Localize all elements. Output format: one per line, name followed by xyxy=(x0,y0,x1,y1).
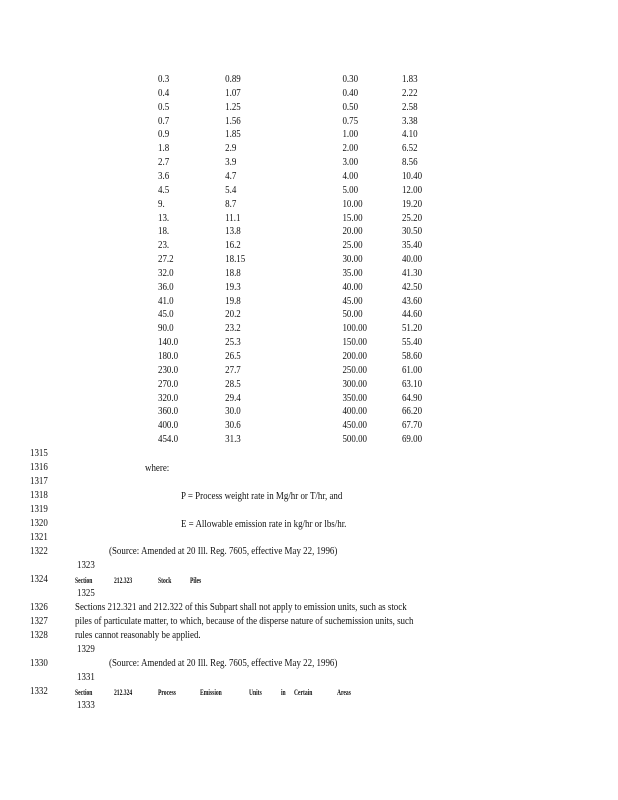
table-cell: 13.8 xyxy=(225,226,241,238)
table-cell: 180.0 xyxy=(158,351,179,362)
line-number: 1316 xyxy=(30,462,48,473)
table-cell: 90.0 xyxy=(158,323,174,335)
table-cell: 44.60 xyxy=(401,309,423,321)
table-cell: 400.00 xyxy=(342,406,367,418)
table-row xyxy=(158,73,464,87)
line-number: 1328 xyxy=(30,630,48,641)
body-line: piles of particulate matter, to which, because of the disperse nature of suchemission units, such xyxy=(75,616,414,627)
table-cell: 8.56 xyxy=(401,157,418,169)
section-title-word: Process xyxy=(158,688,176,697)
table-cell: 35.40 xyxy=(401,240,423,252)
table-cell: 3.00 xyxy=(342,157,359,169)
table-cell: 0.4 xyxy=(158,87,170,99)
line-number: 1315 xyxy=(30,448,48,459)
table-cell: 19.3 xyxy=(225,281,241,293)
table-cell: 8.7 xyxy=(225,198,237,210)
table-row xyxy=(158,419,464,433)
table-cell: 18. xyxy=(158,226,170,238)
table-cell: 19.8 xyxy=(225,295,241,307)
table-cell: 29.4 xyxy=(225,392,241,404)
table-row xyxy=(158,295,464,309)
table-cell: 0.89 xyxy=(225,74,241,85)
table-row xyxy=(158,212,464,226)
section-number: 212.324 xyxy=(114,688,133,697)
line-number: 1325 xyxy=(77,588,95,599)
table-cell: 12.00 xyxy=(401,184,423,196)
table-cell: 25.00 xyxy=(342,240,363,252)
source-note: (Source: Amended at 20 Ill. Reg. 7605, effective May 22, 1996) xyxy=(109,658,338,669)
table-cell: 1.8 xyxy=(158,143,170,155)
table-cell: 18.15 xyxy=(225,254,246,266)
line-number: 1322 xyxy=(30,546,48,557)
table-cell: 3.38 xyxy=(401,115,418,127)
section-title-word: Certain xyxy=(294,688,313,697)
table-row xyxy=(158,170,464,184)
table-cell: 41.0 xyxy=(158,295,174,307)
table-cell: 25.20 xyxy=(401,212,423,224)
table-cell: 10.00 xyxy=(342,198,363,210)
table-cell: 320.0 xyxy=(158,392,179,404)
table-cell: 28.5 xyxy=(225,378,241,390)
table-cell: 0.7 xyxy=(158,115,170,127)
table-cell: 69.00 xyxy=(401,434,423,446)
line-number: 1317 xyxy=(30,476,48,487)
line-number: 1319 xyxy=(30,504,48,515)
table-cell: 4.10 xyxy=(401,129,418,141)
table-row xyxy=(158,336,464,350)
e-definition: E = Allowable emission rate in kg/hr or lbs/hr. xyxy=(181,519,347,530)
table-cell: 41.30 xyxy=(401,267,423,279)
table-cell: 45.00 xyxy=(342,295,363,307)
table-cell: 140.0 xyxy=(158,337,179,349)
table-cell: 43.60 xyxy=(401,295,423,307)
table-cell: 31.3 xyxy=(225,434,241,446)
section-title-word: Piles xyxy=(190,576,202,585)
table-cell: 0.40 xyxy=(342,87,359,99)
table-cell: 0.9 xyxy=(158,129,170,141)
section-title-word: Emission xyxy=(200,688,222,697)
body-line: rules cannot reasonably be applied. xyxy=(75,630,201,641)
table-cell: 27.7 xyxy=(225,364,241,376)
table-cell: 250.00 xyxy=(342,364,367,376)
table-cell: 4.7 xyxy=(225,170,237,182)
table-cell: 51.20 xyxy=(401,323,423,335)
table-cell: 30.50 xyxy=(401,226,423,238)
table-cell: 350.00 xyxy=(342,392,367,404)
table-cell: 61.00 xyxy=(401,364,423,376)
table-cell: 0.75 xyxy=(342,115,359,127)
table-cell: 450.00 xyxy=(342,420,367,432)
line-number: 1318 xyxy=(30,490,48,501)
table-cell: 32.0 xyxy=(158,267,174,279)
table-cell: 0.5 xyxy=(158,101,170,113)
table-cell: 454.0 xyxy=(158,434,179,446)
table-cell: 18.8 xyxy=(225,267,241,279)
section-title-word: Areas xyxy=(337,688,351,697)
table-cell: 270.0 xyxy=(158,378,179,390)
table-cell: 3.9 xyxy=(225,157,237,169)
table-cell: 30.00 xyxy=(342,254,363,266)
table-row xyxy=(158,322,464,336)
table-cell: 40.00 xyxy=(401,254,423,266)
line-number: 1329 xyxy=(77,644,95,655)
table-cell: 40.00 xyxy=(342,281,363,293)
table-cell: 0.3 xyxy=(158,74,170,85)
table-cell: 500.00 xyxy=(342,434,367,446)
table-cell: 2.58 xyxy=(401,101,418,113)
table-row xyxy=(158,128,464,142)
table-cell: 42.50 xyxy=(401,281,423,293)
table-cell: 35.00 xyxy=(342,267,363,279)
table-cell: 10.40 xyxy=(401,170,423,182)
table-row xyxy=(158,267,464,281)
line-number: 1320 xyxy=(30,518,48,529)
table-cell: 64.90 xyxy=(401,392,423,404)
table-row xyxy=(158,281,464,295)
table-cell: 1.07 xyxy=(225,87,241,99)
table-row xyxy=(158,350,464,364)
table-cell: 1.00 xyxy=(342,129,359,141)
table-cell: 27.2 xyxy=(158,254,174,266)
table-row xyxy=(158,392,464,406)
table-cell: 55.40 xyxy=(401,337,423,349)
table-cell: 36.0 xyxy=(158,281,174,293)
table-cell: 2.22 xyxy=(401,87,418,99)
line-number: 1321 xyxy=(30,532,48,543)
table-row xyxy=(158,101,464,115)
table-cell: 4.00 xyxy=(342,170,359,182)
table-cell: 9. xyxy=(158,198,165,210)
table-cell: 1.85 xyxy=(225,129,241,141)
table-cell: 63.10 xyxy=(401,378,423,390)
table-cell: 11.1 xyxy=(225,212,241,224)
table-row xyxy=(158,115,464,129)
section-title-word: Units xyxy=(249,688,262,697)
table-cell: 400.0 xyxy=(158,420,179,432)
table-cell: 100.00 xyxy=(342,323,367,335)
line-number: 1323 xyxy=(77,560,95,571)
table-cell: 2.00 xyxy=(342,143,359,155)
line-number: 1330 xyxy=(30,658,48,669)
table-cell: 6.52 xyxy=(401,143,418,155)
line-number: 1327 xyxy=(30,616,48,627)
table-cell: 300.00 xyxy=(342,378,367,390)
table-row xyxy=(158,433,464,447)
table-cell: 45.0 xyxy=(158,309,174,321)
where-label: where: xyxy=(145,463,170,474)
table-cell: 1.83 xyxy=(401,74,418,85)
table-cell: 200.00 xyxy=(342,351,367,362)
table-cell: 0.30 xyxy=(342,74,359,85)
table-cell: 58.60 xyxy=(401,351,423,362)
table-cell: 2.9 xyxy=(225,143,237,155)
line-number: 1331 xyxy=(77,672,95,683)
table-cell: 19.20 xyxy=(401,198,423,210)
table-cell: 0.50 xyxy=(342,101,359,113)
table-row xyxy=(158,225,464,239)
table-row xyxy=(158,378,464,392)
table-cell: 30.0 xyxy=(225,406,241,418)
line-number: 1332 xyxy=(30,686,48,697)
table-cell: 67.70 xyxy=(401,420,423,432)
table-cell: 1.25 xyxy=(225,101,241,113)
table-row xyxy=(158,156,464,170)
table-cell: 26.5 xyxy=(225,351,241,362)
table-row xyxy=(158,239,464,253)
table-cell: 20.00 xyxy=(342,226,363,238)
section-title-word: in xyxy=(281,688,286,697)
table-cell: 15.00 xyxy=(342,212,363,224)
section-label: Section xyxy=(75,688,93,697)
line-number: 1333 xyxy=(77,700,95,711)
table-cell: 150.00 xyxy=(342,337,367,349)
table-cell: 13. xyxy=(158,212,170,224)
table-cell: 3.6 xyxy=(158,170,170,182)
table-row xyxy=(158,253,464,267)
table-cell: 16.2 xyxy=(225,240,241,252)
line-number: 1326 xyxy=(30,602,48,613)
table-cell: 20.2 xyxy=(225,309,241,321)
line-number: 1324 xyxy=(30,574,48,585)
table-cell: 23. xyxy=(158,240,170,252)
body-line: Sections 212.321 and 212.322 of this Subpart shall not apply to emission units, such as stock xyxy=(75,602,407,613)
section-label: Section xyxy=(75,576,93,585)
table-cell: 25.3 xyxy=(225,337,241,349)
table-cell: 4.5 xyxy=(158,184,170,196)
table-cell: 5.00 xyxy=(342,184,359,196)
table-row xyxy=(158,198,464,212)
section-number: 212.323 xyxy=(114,576,133,585)
table-row xyxy=(158,87,464,101)
section-title-word: Stock xyxy=(158,576,172,585)
table-cell: 2.7 xyxy=(158,157,170,169)
table-cell: 66.20 xyxy=(401,406,423,418)
table-row xyxy=(158,142,464,156)
table-cell: 230.0 xyxy=(158,364,179,376)
table-cell: 50.00 xyxy=(342,309,363,321)
table-cell: 1.56 xyxy=(225,115,241,127)
table-cell: 5.4 xyxy=(225,184,237,196)
table-cell: 360.0 xyxy=(158,406,179,418)
p-definition: P = Process weight rate in Mg/hr or T/hr, and xyxy=(181,491,343,502)
table-row xyxy=(158,405,464,419)
table-cell: 30.6 xyxy=(225,420,241,432)
table-cell: 23.2 xyxy=(225,323,241,335)
source-note: (Source: Amended at 20 Ill. Reg. 7605, effective May 22, 1996) xyxy=(109,546,338,557)
table-row xyxy=(158,184,464,198)
table-row xyxy=(158,308,464,322)
table-row xyxy=(158,364,464,378)
